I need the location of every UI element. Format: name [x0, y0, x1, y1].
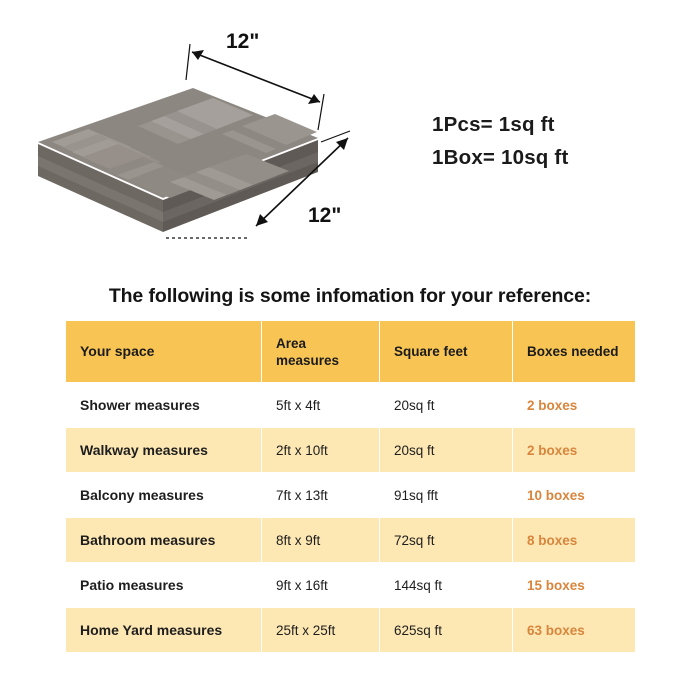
- table-row: [66, 383, 636, 428]
- row-sqft: 144sq ft: [380, 563, 513, 608]
- row-sqft: 20sq ft: [380, 428, 513, 473]
- column-header-sqft: Square feet: [380, 321, 513, 383]
- deck-tile-diagram: [18, 14, 438, 264]
- table-row: [66, 563, 636, 608]
- row-space: Patio measures: [66, 563, 262, 608]
- row-area: 9ft x 16ft: [262, 563, 380, 608]
- column-header-space: Your space: [66, 321, 262, 383]
- reference-heading: The following is some infomation for your reference:: [108, 285, 592, 307]
- table-row: [66, 608, 636, 653]
- row-boxes: 2 boxes: [513, 383, 636, 428]
- row-sqft: 625sq ft: [380, 608, 513, 653]
- column-header-area-line1: Area: [276, 335, 307, 351]
- info-table: [65, 320, 636, 653]
- row-boxes: 8 boxes: [513, 518, 636, 563]
- row-sqft: 20sq ft: [380, 383, 513, 428]
- row-space: Walkway measures: [66, 428, 262, 473]
- row-space: Balcony measures: [66, 473, 262, 518]
- table-row: [66, 428, 636, 473]
- row-sqft: 91sq fft: [380, 473, 513, 518]
- row-boxes: 63 boxes: [513, 608, 636, 653]
- table-row: [66, 518, 636, 563]
- row-space: Home Yard measures: [66, 608, 262, 653]
- column-header-boxes: Boxes needed: [513, 321, 636, 383]
- column-header-area-line2: measures: [276, 352, 340, 368]
- row-sqft: 72sq ft: [380, 518, 513, 563]
- right-dimension-label: 12": [308, 204, 342, 227]
- row-area: 2ft x 10ft: [262, 428, 380, 473]
- row-boxes: 15 boxes: [513, 563, 636, 608]
- column-header-area: [262, 321, 380, 383]
- conversion-info: [432, 108, 568, 174]
- illustration-area: [0, 0, 700, 268]
- row-boxes: 2 boxes: [513, 428, 636, 473]
- table-header-row: [66, 321, 636, 383]
- conversion-line-1: 1Pcs= 1sq ft: [432, 113, 555, 136]
- row-boxes: 10 boxes: [513, 473, 636, 518]
- top-dimension-label: 12": [226, 30, 260, 53]
- info-table-wrapper: [65, 320, 635, 653]
- row-space: Shower measures: [66, 383, 262, 428]
- row-area: 5ft x 4ft: [262, 383, 380, 428]
- table-row: [66, 473, 636, 518]
- row-area: 8ft x 9ft: [262, 518, 380, 563]
- row-area: 7ft x 13ft: [262, 473, 380, 518]
- row-area: 25ft x 25ft: [262, 608, 380, 653]
- row-space: Bathroom measures: [66, 518, 262, 563]
- conversion-line-2: 1Box= 10sq ft: [432, 146, 569, 169]
